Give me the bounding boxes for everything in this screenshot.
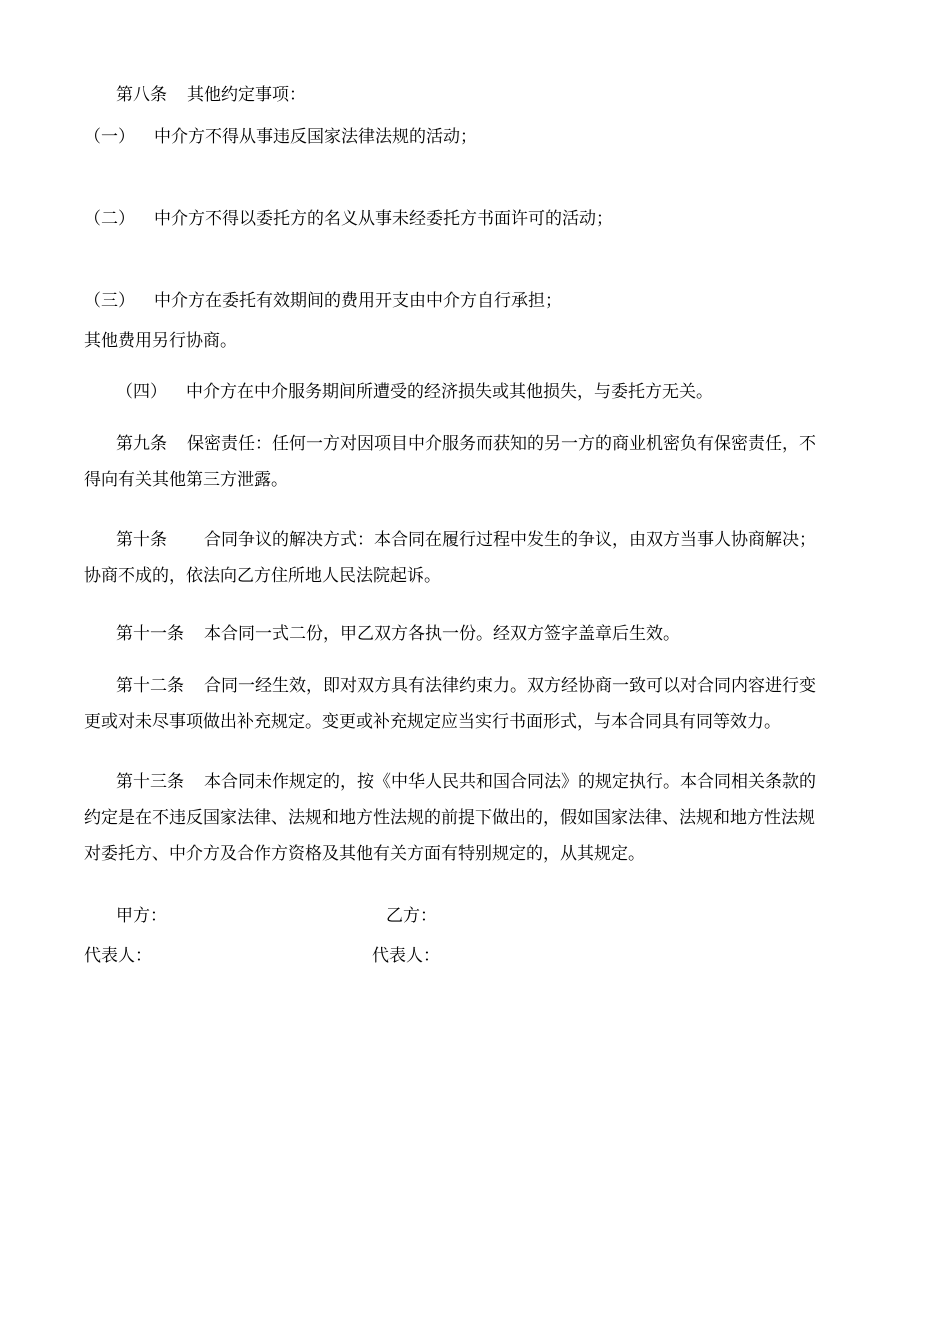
article-8-heading: [116, 84, 306, 106]
article-12-line-2: 更或对未尽事项做出补充规定。变更或补充规定应当实行书面形式，与本合同具有同等效力。: [84, 712, 781, 732]
item-text: 中介方不得从事违反国家法律法规的活动；: [154, 127, 477, 147]
representative-b-label: 代表人：: [372, 946, 440, 966]
article-9-line-2: 得向有关其他第三方泄露。: [84, 470, 288, 490]
article-9: [84, 426, 856, 498]
party-b-label: 乙方：: [386, 906, 437, 926]
article-10-line-1: 第十条 合同争议的解决方式：本合同在履行过程中发生的争议，由双方当事人协商解决；: [116, 530, 816, 550]
item-text: 中介方在委托有效期间的费用开支由中介方自行承担；: [154, 291, 562, 311]
article-13-title: 第十三条: [116, 772, 184, 792]
article-8-item-1: [84, 126, 477, 148]
article-9-title: 第九条: [116, 434, 167, 454]
article-8-title: 第八条: [116, 85, 167, 105]
representative-a-label: 代表人：: [84, 946, 152, 966]
article-8-item-4: [116, 381, 713, 403]
article-13: [84, 764, 856, 872]
article-13-line-3: 对委托方、中介方及合作方资格及其他有关方面有特别规定的，从其规定。: [84, 844, 645, 864]
party-a-label: 甲方：: [116, 906, 167, 926]
item-number: （一）: [84, 127, 135, 147]
article-8-item-3-continued: 其他费用另行协商。: [84, 331, 237, 351]
article-11-title: 第十一条: [116, 624, 184, 644]
item-number: （三）: [84, 291, 135, 311]
article-13-line-2: 约定是在不违反国家法律、法规和地方性法规的前提下做出的，假如国家法律、法规和地方性法规: [84, 808, 815, 828]
article-8-text: 其他约定事项：: [187, 85, 306, 105]
article-8-item-3: [84, 290, 562, 312]
article-8-item-2: [84, 208, 613, 230]
article-13-line-1: 第十三条 本合同未作规定的，按《中华人民共和国合同法》的规定执行。本合同相关条款的: [116, 772, 816, 792]
article-10-line-2: 协商不成的，依法向乙方住所地人民法院起诉。: [84, 566, 441, 586]
article-11: 第十一条 本合同一式二份，甲乙双方各执一份。经双方签字盖章后生效。: [116, 624, 680, 644]
article-10: [84, 522, 856, 594]
article-12-line-1: 第十二条 合同一经生效，即对双方具有法律约束力。双方经协商一致可以对合同内容进行变: [116, 676, 816, 696]
article-9-line-1: 第九条 保密责任：任何一方对因项目中介服务而获知的另一方的商业机密负有保密责任，不: [116, 434, 816, 454]
item-number: （四）: [116, 382, 167, 402]
article-12: [84, 668, 856, 740]
item-text: 中介方在中介服务期间所遭受的经济损失或其他损失，与委托方无关。: [186, 382, 713, 402]
article-10-title: 第十条: [116, 530, 167, 550]
item-text: 中介方不得以委托方的名义从事未经委托方书面许可的活动；: [154, 209, 613, 229]
article-12-title: 第十二条: [116, 676, 184, 696]
item-number: （二）: [84, 209, 135, 229]
